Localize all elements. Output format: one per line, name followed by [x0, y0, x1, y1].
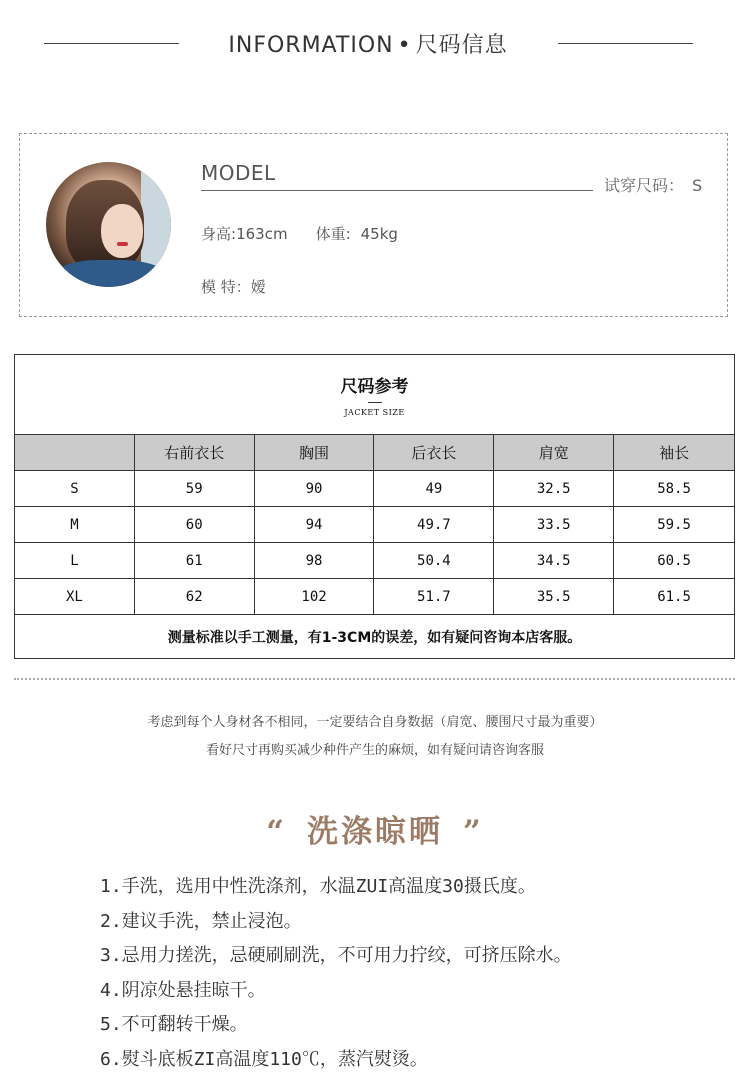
- table-cell: 50.4: [374, 543, 494, 579]
- avatar-shirt: [54, 260, 166, 287]
- header-rule-left: [44, 43, 179, 44]
- table-cell: M: [15, 507, 135, 543]
- avatar-lips: [117, 242, 128, 246]
- table-cell: 94: [254, 507, 374, 543]
- table-cell: L: [15, 543, 135, 579]
- size-chart-subtitle: JACKET SIZE: [344, 408, 405, 417]
- table-cell: 35.5: [494, 579, 614, 615]
- model-name-value: 嫒: [250, 278, 266, 296]
- list-item: 6.熨斗底板ZI高温度110℃，蒸汽熨烫。: [100, 1048, 428, 1070]
- list-item: 2.建议手洗，禁止浸泡。: [100, 910, 302, 932]
- list-item: 4.阴凉处悬挂晾干。: [100, 979, 266, 1001]
- table-cell: XL: [15, 579, 135, 615]
- model-name-label: 模 特：: [201, 278, 251, 296]
- table-cell: 59: [134, 471, 254, 507]
- size-chart-table: [14, 354, 735, 659]
- table-cell: 90: [254, 471, 374, 507]
- table-cell: 58.5: [614, 471, 735, 507]
- size-chart-title: 尺码参考: [340, 377, 409, 397]
- table-cell: 34.5: [494, 543, 614, 579]
- avatar-face: [101, 204, 143, 258]
- column-header: 右前衣长: [134, 435, 254, 471]
- column-header: [15, 435, 135, 471]
- wash-title-text: 洗涤晾晒: [307, 814, 443, 850]
- trial-size: [604, 173, 702, 196]
- table-cell: 60: [134, 507, 254, 543]
- model-label: MODEL: [201, 161, 276, 185]
- size-chart-note: 测量标准以手工测量，有1-3CM的误差，如有疑问咨询本店客服。: [15, 615, 735, 659]
- model-label-rule: [201, 190, 593, 191]
- table-row: [15, 543, 735, 579]
- advice-line-2: 看好尺寸再购买减少种件产生的麻烦，如有疑问请咨询客服: [205, 743, 544, 758]
- column-header: 肩宽: [494, 435, 614, 471]
- trial-size-value: S: [692, 176, 703, 195]
- table-cell: 49: [374, 471, 494, 507]
- column-header: 后衣长: [374, 435, 494, 471]
- size-chart-title-row: [15, 355, 735, 435]
- section-title-en: INFORMATION: [228, 33, 394, 58]
- list-item: 5.不可翻转干燥。: [100, 1014, 248, 1036]
- height-label: 身高:: [201, 225, 237, 243]
- table-cell: 49.7: [374, 507, 494, 543]
- open-quote: “: [266, 814, 287, 850]
- size-chart-header-row: [15, 435, 735, 471]
- wash-section-title: [0, 806, 750, 851]
- trial-size-label: 试穿尺码：: [604, 176, 685, 195]
- list-item: 1.手洗，选用中性洗涤剂，水温ZUI高温度30摄氏度。: [100, 876, 536, 897]
- size-chart-note-row: [15, 615, 735, 659]
- close-quote: ”: [463, 814, 484, 850]
- height-value: 163cm: [236, 225, 288, 243]
- section-title: [190, 28, 546, 59]
- table-row: [15, 507, 735, 543]
- title-divider: [368, 402, 382, 403]
- section-title-cn: 尺码信息: [415, 33, 508, 58]
- table-row: [15, 471, 735, 507]
- advice-line-1: 考虑到每个人身材各不相同，一定要结合自身数据（肩宽、腰围尺寸最为重要）: [147, 715, 603, 730]
- column-header: 袖长: [614, 435, 735, 471]
- weight-label: 体重:: [315, 225, 351, 243]
- wash-instructions-list: [100, 873, 572, 1081]
- table-cell: 59.5: [614, 507, 735, 543]
- section-header: [0, 28, 750, 62]
- table-cell: S: [15, 471, 135, 507]
- size-chart-title-cell: [15, 355, 735, 435]
- table-cell: 102: [254, 579, 374, 615]
- table-cell: 60.5: [614, 543, 735, 579]
- model-avatar: [46, 162, 171, 287]
- table-cell: 62: [134, 579, 254, 615]
- table-cell: 61.5: [614, 579, 735, 615]
- table-cell: 33.5: [494, 507, 614, 543]
- weight-value: 45kg: [360, 225, 398, 243]
- table-cell: 32.5: [494, 471, 614, 507]
- model-name-row: [201, 276, 266, 297]
- model-info-card: [19, 133, 728, 317]
- table-cell: 51.7: [374, 579, 494, 615]
- header-rule-right: [558, 43, 693, 44]
- model-stats: [201, 223, 398, 244]
- table-cell: 98: [254, 543, 374, 579]
- table-row: [15, 579, 735, 615]
- dotted-divider: [14, 678, 735, 680]
- table-cell: 61: [134, 543, 254, 579]
- list-item: 3.忌用力搓洗，忌硬刷刷洗，不可用力拧绞，可挤压除水。: [100, 945, 572, 967]
- size-advice: [0, 709, 750, 765]
- column-header: 胸围: [254, 435, 374, 471]
- title-separator: •: [397, 33, 412, 58]
